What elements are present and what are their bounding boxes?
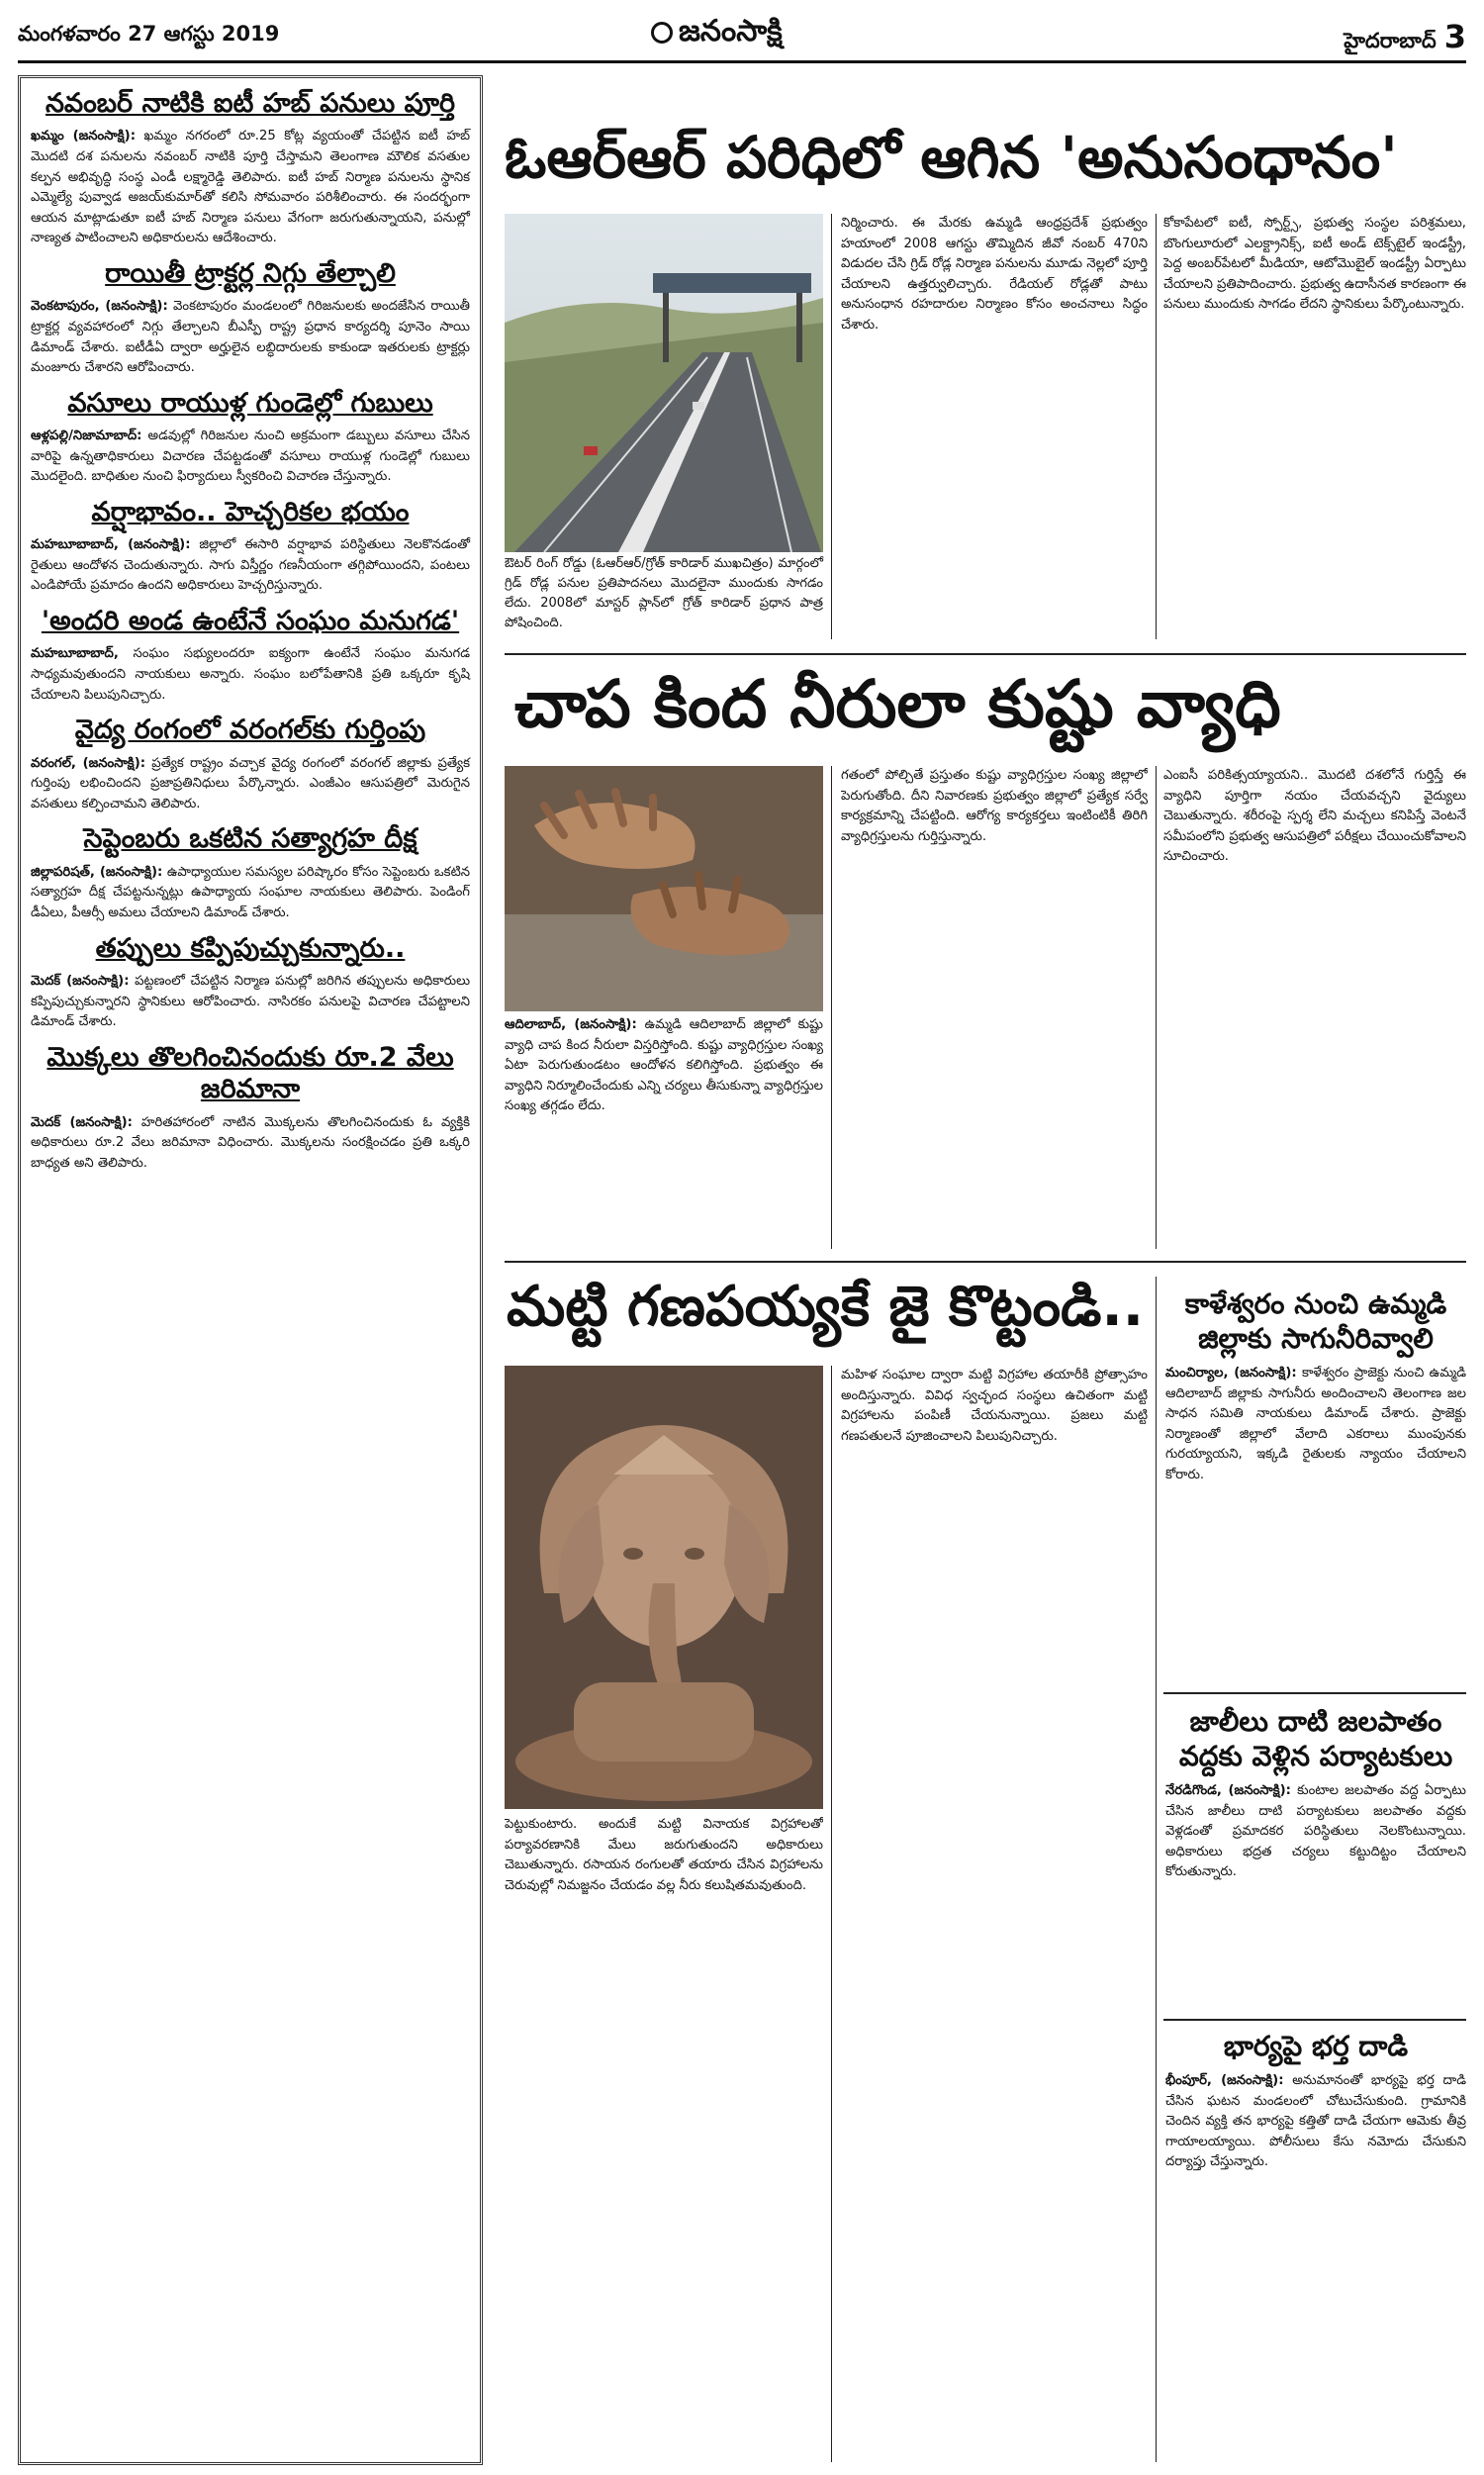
story-dateline: ఖమ్మం (జనంసాక్షి): [31, 129, 136, 144]
highway-photo-caption: ఔటర్ రింగ్ రోడ్డు (ఓఆర్ఆర్/గ్రోత్ కారిడార్ ముఖచిత్రం) మార్గంలో గ్రిడ్ రోడ్ల పనుల ప్రతిపాదనలు మొదలైనా ముందుకు సాగడం లేదు. 2008లో మాస్టర్ ప్లాన్‌లో గ్రోత్ కారిడార్ ప్రధాన పాత్ర పోషించింది. [505, 556, 823, 630]
edition-city [1344, 18, 1466, 58]
clay-ganesha-photo [505, 1366, 823, 1809]
story-dateline: మెదక్ (జనంసాక్షి): [31, 973, 130, 989]
story-headline: తప్పులు కప్పిపుచ్చుకున్నారు.. [95, 932, 406, 964]
ganesha-column-2: మహిళ సంఘాల ద్వారా మట్టి విగ్రహాల తయారీకి ప్రోత్సాహం అందిస్తున్నారు. వివిధ స్వచ్ఛంద సంస్థలు ఉచితంగా మట్టి విగ్రహాలను పంపిణీ చేయనున్నాయి. ప్రజలు మట్టి గణపతులనే పూజించాలని పిలుపునిచ్చారు. [841, 1368, 1148, 1444]
story-text: ఖమ్మం నగరంలో రూ.25 కోట్ల వ్యయంతో చేపట్టిన ఐటీ హబ్ మొదటి దశ పనులను నవంబర్ నాటికి పూర్తి చేస్తామని తెలంగాణ మౌలిక వసతుల కల్పన అభివృద్ధి సంస్థ ఎండీ లక్ష్మారెడ్డి తెలిపారు. ఐటీ హబ్ నిర్మాణ పనులను స్థానిక ఎమ్మెల్యే పువ్వాడ అజయ్‌కుమార్‌తో కలిసి సోమవారం పరిశీలించారు. ఈ సందర్భంగా ఆయన మాట్లాడుతూ ఐటీ హబ్ నిర్మాణ పనులు వేగంగా జరుగుతున్నాయని, పనుల్లో నాణ్యత పాటించాలని అధికారులను ఆదేశించారు. [31, 129, 470, 246]
story-it-hub [31, 88, 470, 249]
section-divider [505, 653, 1466, 655]
story-text: అడవుల్లో గిరిజనుల నుంచి అక్రమంగా డబ్బులు వసూలు చేసిన వారిపై ఉన్నతాధికారులు విచారణ చేపట్టడంతో వసూలు రాయుళ్ల గుండెల్లో గుబులు మొదలైంది. బాధితుల నుంచి ఫిర్యాదులు స్వీకరించి విచారణ చేస్తున్నారు. [31, 428, 470, 485]
waterfall-body [1165, 1781, 1466, 1999]
orr-headline: ఓఆర్ఆర్ పరిధిలో ఆగిన 'అనుసంధానం' [505, 124, 1398, 191]
story-headline: వసూలు రాయుళ్ల గుండెల్లో గుబులు [67, 387, 433, 419]
orr-column-1: నిర్మించారు. ఈ మేరకు ఉమ్మడి ఆంధ్రప్రదేశ్ ప్రభుత్వం హయాంలో 2008 ఆగస్టు తొమ్మిదిన జీవో నంబర్ 470ని విడుదల చేసి గ్రిడ్ రోడ్ల నిర్మాణ పనులను మూడు నెల్లలో పూర్తి చేయాలని ఉత్తర్వులిచ్చారు. రేడియల్ రోడ్లతో పాటు అనుసంధాన రహదారుల నిర్మాణం కోసం అంచనాలు సిద్ధం చేశారు. [841, 216, 1148, 333]
waterfall-dateline: నేరడిగొండ, (జనంసాక్షి): [1165, 1783, 1291, 1798]
story-body [31, 127, 470, 249]
husband-attack-headline: భార్యపై భర్త దాడి [1223, 2030, 1409, 2062]
story-dateline: వెంకటాపురం, (జనంసాక్షి): [31, 299, 168, 315]
story-collections [31, 388, 470, 488]
story-dateline: ఆళ్లపల్లి/నిజామాబాద్: [31, 428, 142, 444]
story-coverup [31, 933, 470, 1033]
ganesha-headline: మట్టి గణపయ్యకే జై కొట్టండి.. [507, 1275, 1145, 1339]
husband-attack-dateline: భీంపూర్, (జనంసాక్షి): [1165, 2073, 1284, 2088]
highway-photo-image [505, 214, 823, 552]
issue-date: మంగళవారం 27 ఆగస్టు 2019 [18, 22, 280, 46]
story-dateline: జిల్లాపరిషత్, (జనంసాక్షి): [31, 864, 163, 880]
clay-ganesha-image [505, 1366, 823, 1809]
section-divider [1163, 1692, 1466, 1694]
story-text: జిల్లాలో ఈసారి వర్షాభావ పరిస్థితులు నెలకొనడంతో రైతులు ఆందోళన చెందుతున్నారు. సాగు విస్తీర్ణం గణనీయంగా తగ్గిపోయిందని, పంటలు ఎండిపోయే ప్రమాదం ఉందని అధికారులు హెచ్చరిస్తున్నారు. [31, 537, 470, 594]
story-kaleshwaram [1165, 1286, 1466, 1661]
story-body [31, 535, 470, 597]
story-body [31, 1113, 470, 1175]
page-number: 3 [1443, 18, 1466, 55]
section-divider [505, 1261, 1466, 1263]
section-divider [1163, 2019, 1466, 2021]
column-rule [831, 1366, 832, 2462]
story-headline: వర్షాభావం.. హెచ్చరికల భయం [91, 496, 410, 527]
story-body [31, 297, 470, 378]
left-news-column [18, 75, 483, 2465]
column-rule [1156, 214, 1157, 639]
story-headline: నవంబర్ నాటికి ఐటీ హబ్ పనులు పూర్తి [45, 88, 456, 119]
leprosy-headline: చాప కింద నీరులా కుష్టు వ్యాధి [514, 666, 1281, 742]
masthead [18, 12, 1466, 63]
story-satyagraha [31, 823, 470, 923]
hands-photo-image [505, 766, 823, 1011]
paper-name: జనంసాక్షి [679, 14, 783, 48]
leprosy-dateline: ఆదిలాబాద్, (జనంసాక్షి): [505, 1017, 637, 1032]
city-name: హైదరాబాద్ [1344, 29, 1437, 52]
story-text: పట్టణంలో చేపట్టిన నిర్మాణ పనుల్లో జరిగిన తప్పులను అధికారులు కప్పిపుచ్చుకున్నారని స్థానికులు ఆరోపించారు. నాసిరకం పనులపై విచారణ చేపట్టాలని డిమాండ్ చేశారు. [31, 973, 471, 1030]
story-body [31, 427, 470, 488]
story-waterfall [1165, 1704, 1466, 1999]
story-dateline: మహబూబాబాద్, (జనంసాక్షి): [31, 537, 191, 553]
story-body [31, 754, 470, 815]
story-dateline: మహబూబాబాద్, [31, 646, 119, 662]
story-text: ఉపాధ్యాయుల సమస్యల పరిష్కారం కోసం సెప్టెంబరు ఒకటిన సత్యాగ్రహ దీక్ష చేపట్టనున్నట్లు ఉపాధ్యాయ సంఘాల నాయకులు తెలిపారు. పెండింగ్ డీఏలు, పీఆర్సీ అమలు చేయాలని డిమాండ్ చేశారు. [31, 864, 471, 920]
leprosy-column-2: గతంలో పోల్చితే ప్రస్తుతం కుష్టు వ్యాధిగ్రస్తుల సంఖ్య జిల్లాలో పెరుగుతోంది. దీని నివారణకు ప్రభుత్వం జిల్లాలో ప్రత్యేక సర్వే కార్యక్రమాన్ని చేపట్టింది. ఆరోగ్య కార్యకర్తలు ఇంటింటికీ తిరిగి వ్యాధిగ్రస్తులను గుర్తిస్తున్నారు. [841, 768, 1148, 844]
story-fine [31, 1042, 470, 1175]
orr-column-2: కోకాపేటలో ఐటీ, స్పోర్ట్స్, ప్రభుత్వ సంస్థల పరిశ్రమలు, బొంగులూరులో ఎలక్ట్రానిక్స్, ఐటీ అండ్ టెక్స్‌టైల్ ఇండస్ట్రీ, పెద్ద అంబర్‌పేటలో మీడియా, ఆటోమొబైల్ ఇండస్ట్రీ ఏర్పాటు చేయాలని ప్రతిపాదించారు. ప్రభుత్వ ఉదాసీనత కారణంగా ఈ పనులు ముందుకు సాగడం లేదని స్థానికులు పేర్కొంటున్నారు. [1163, 216, 1466, 313]
kaleshwaram-body [1165, 1364, 1466, 1661]
story-body [31, 972, 470, 1033]
story-tractors [31, 258, 470, 379]
story-text: ప్రత్యేక రాష్ట్రం వచ్చాక వైద్య రంగంలో వరంగల్ జిల్లాకు ప్రత్యేక గుర్తింపు లభించిందని ప్రజాప్రతినిధులు పేర్కొన్నారు. ఎంజీఎం ఆసుపత్రిలో మెరుగైన వసతులు కల్పించామని తెలిపారు. [31, 755, 470, 811]
column-rule [831, 766, 832, 1249]
story-text: సంఘం సభ్యులందరూ ఐక్యంగా ఉంటేనే సంఘం మనుగడ సాధ్యమవుతుందని నాయకులు అన్నారు. సంఘం బలోపేతానికి ప్రతి ఒక్కరూ కృషి చేయాలని పిలుపునిచ్చారు. [31, 646, 470, 703]
story-headline: వైద్య రంగంలో వరంగల్‌కు గుర్తింపు [74, 714, 426, 746]
story-headline: సెప్టెంబరు ఒకటిన సత్యాగ్రహ దీక్ష [83, 823, 417, 855]
kaleshwaram-headline: కాళేశ్వరం నుంచి ఉమ్మడి జిల్లాకు సాగునీరివ్వాలి [1184, 1287, 1447, 1355]
story-headline: మొక్కలు తొలగించినందుకు రూ.2 వేలు జరిమానా [46, 1041, 454, 1105]
kaleshwaram-dateline: మంచిర్యాల, (జనంసాక్షి): [1165, 1366, 1297, 1380]
story-dateline: వరంగల్, (జనంసాక్షి): [31, 755, 145, 771]
column-rule [1156, 766, 1157, 1249]
story-headline: రాయితీ ట్రాక్టర్ల నిగ్గు తేల్చాలి [105, 257, 396, 289]
story-body [31, 644, 470, 706]
hands-photo [505, 766, 823, 1011]
leprosy-column-1 [505, 1015, 823, 1251]
story-dateline: మెదక్ (జనంసాక్షి): [31, 1114, 133, 1130]
story-medical [31, 714, 470, 814]
husband-attack-body [1165, 2071, 1466, 2447]
waterfall-text: కుంటాల జలపాతం వద్ద ఏర్పాటు చేసిన జాలీలు దాటి పర్యాటకులు జలపాతం వద్దకు వెళ్లడంతో ప్రమాదకర పరిస్థితులు నెలకొంటున్నాయి. అధికారులు భద్రత చర్యలు కట్టుదిట్టం చేయాలని కోరుతున్నారు. [1165, 1783, 1466, 1880]
leprosy-text-1: ఉమ్మడి ఆదిలాబాద్ జిల్లాలో కుష్టు వ్యాధి చాప కింద నీరులా విస్తరిస్తోంది. కుష్టు వ్యాధిగ్రస్తుల సంఖ్య ఏటా పెరుగుతుండటం ఆందోళన కలిగిస్తోంది. ప్రభుత్వం ఈ వ్యాధిని నిర్మూలించేందుకు ఎన్ని చర్యలు తీసుకున్నా వ్యాధిగ్రస్తుల సంఖ్య తగ్గడం లేదు. [505, 1017, 823, 1114]
kaleshwaram-text: కాళేశ్వరం ప్రాజెక్టు నుంచి ఉమ్మడి ఆదిలాబాద్ జిల్లాకు సాగునీరు అందించాలని తెలంగాణ జల సాధన సమితి నాయకులు డిమాండ్ చేశారు. ప్రాజెక్టు నిర్మాణంతో జిల్లాలో వేలాది ఎకరాలు ముంపునకు గురయ్యాయని, ఇక్కడి రైతులకు న్యాయం చేయాలని కోరారు. [1165, 1366, 1466, 1482]
story-drought [31, 497, 470, 597]
highway-photo [505, 214, 823, 552]
story-text: వెంకటాపురం మండలంలో గిరిజనులకు అందజేసిన రాయితీ ట్రాక్టర్ల వ్యవహారంలో నిగ్గు తేల్చాలని బీఎస్పీ రాష్ట్ర ప్రధాన కార్యదర్శి పూనెం సాయి డిమాండ్ చేశారు. ఐటీడీఏ ద్వారా అర్హులైన లబ్ధిదారులకు కాకుండా ఇతరులకు ట్రాక్టర్లు మంజూరు చేశారని ఆరోపించారు. [31, 299, 470, 376]
story-headline: 'అందరి అండ ఉంటేనే సంఘం మనుగడ' [41, 606, 460, 637]
paper-logo [651, 14, 783, 55]
story-husband-attack [1165, 2029, 1466, 2447]
ganesha-column-1: పెట్టుకుంటారు. అందుకే మట్టి వినాయక విగ్రహాలతో పర్యావరణానికి మేలు జరుగుతుందని అధికారులు చెబుతున్నారు. రసాయన రంగులతో తయారు చేసిన విగ్రహాలను చెరువుల్లో నిమజ్జనం చేయడం వల్ల నీరు కలుషితమవుతుంది. [505, 1817, 823, 1893]
story-text: హరితహారంలో నాటిన మొక్కలను తొలగించినందుకు ఓ వ్యక్తికి అధికారులు రూ.2 వేలు జరిమానా విధించారు. మొక్కలను సంరక్షించడం ప్రతి ఒక్కరి బాధ్యత అని తెలిపారు. [31, 1114, 471, 1171]
story-union [31, 606, 470, 706]
column-rule [831, 214, 832, 639]
story-body [31, 863, 470, 924]
column-rule [1156, 1277, 1157, 2462]
leprosy-column-3: ఎంఐసీ పరికిత్సయ్యాయని.. మొదటి దశలోనే గుర్తిస్తే ఈ వ్యాధిని పూర్తిగా నయం చేయవచ్చని వైద్యులు చెబుతున్నారు. శరీరంపై స్పర్శ లేని మచ్చలు కనిపిస్తే వెంటనే సమీపంలోని ప్రభుత్వ ఆసుపత్రిలో పరీక్షలు చేయించుకోవాలని సూచించారు. [1163, 768, 1466, 865]
waterfall-headline: జాలీలు దాటి జలపాతం వద్దకు వెళ్లిన పర్యాటకులు [1178, 1705, 1453, 1772]
husband-attack-text: అనుమానంతో భార్యపై భర్త దాడి చేసిన ఘటన మండలంలో చోటుచేసుకుంది. గ్రామానికి చెందిన వ్యక్తి తన భార్యపై కత్తితో దాడి చేయగా ఆమెకు తీవ్ర గాయాలయ్యాయి. పోలీసులు కేసు నమోదు చేసుకుని దర్యాప్తు చేస్తున్నారు. [1165, 2073, 1466, 2170]
logo-emblem-icon [651, 22, 673, 44]
